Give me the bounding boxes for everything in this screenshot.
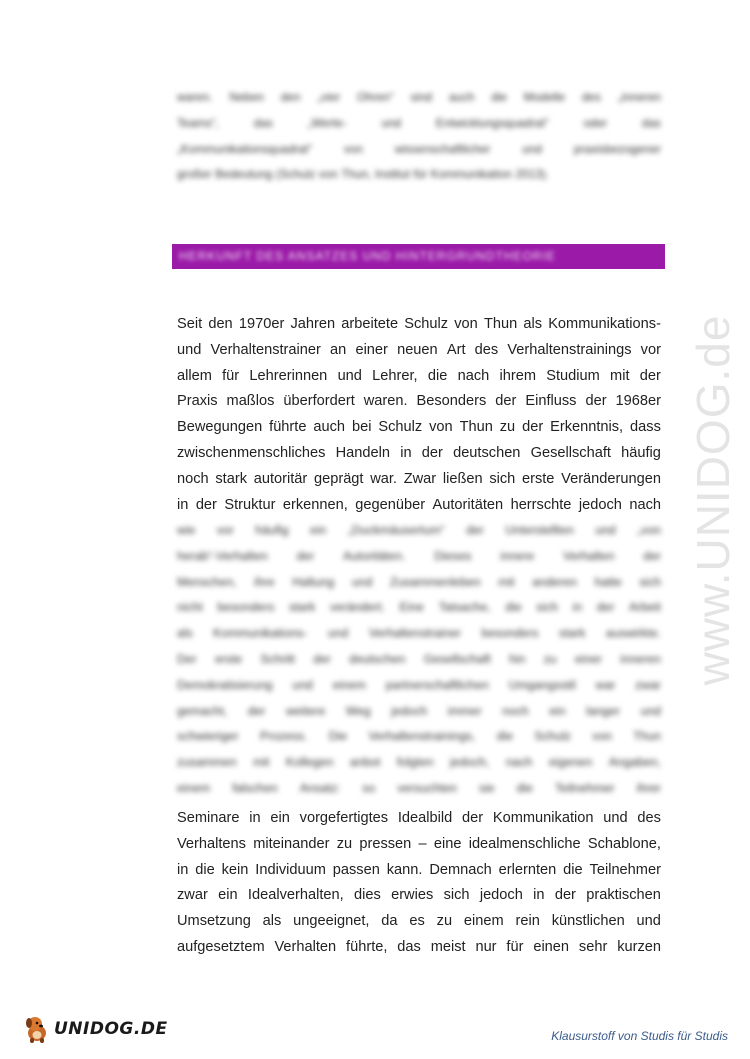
text-line: Der erste Schritt der deutschen Gesellschaft hin zu einer inneren	[177, 651, 661, 666]
text-line: großer Bedeutung (Schulz von Thun, Institut für Kommunikation 2013).	[177, 167, 549, 182]
footer-logo-text: UNIDOG.DE	[54, 1019, 168, 1039]
text-line: nicht besonders stark verändert. Eine Tatsache, die sich in der Arbeit	[177, 600, 661, 615]
text-line: und Verhaltenstrainer an einer neuen Art des Verhaltenstrainings vor	[177, 341, 661, 358]
watermark	[668, 260, 750, 740]
text-line: Praxis maßlos überfordert waren. Besonders der Einfluss der 1968er	[177, 393, 661, 410]
text-line: in der Struktur erkennen, gegenüber Autoritäten herrschte jedoch nach	[177, 496, 661, 513]
text-line: noch stark autoritär geprägt war. Zwar ließen sich erste Veränderungen	[177, 470, 661, 487]
text-line: wie vor häufig ein „Duckmäusertum“ der Unterstellten und „von	[177, 523, 661, 537]
text-line: gemacht, der weitere Weg jedoch immer noch ein langer und	[177, 703, 661, 718]
text-line: Seit den 1970er Jahren arbeitete Schulz von Thun als Kommunikations-	[177, 316, 661, 332]
text-line: Verhaltens miteinander zu pressen – eine idealmenschliche Schablone,	[177, 835, 661, 852]
text-line: zwischenmenschliches Handeln in der deutschen Gesellschaft häufig	[177, 444, 661, 461]
text-line: Seminare in ein vorgefertigtes Idealbild der Kommunikation und des	[177, 810, 661, 826]
text-line: als Kommunikations- und Verhaltenstrainer besonders stark auswirkte.	[177, 626, 661, 641]
footer-logo[interactable]	[22, 1011, 168, 1047]
text-line: Bewegungen führte auch bei Schulz von Thun zu der Erkenntnis, dass	[177, 419, 661, 436]
footer-tagline: Klausurstoff von Studis für Studis	[551, 1029, 728, 1043]
blurred-paragraph	[177, 518, 661, 802]
text-line: zusammen mit Kollegen anbot folgten jedoch, nach eigenen Angaben,	[177, 755, 661, 770]
text-line: zwar ein Idealverhalten, dies erwies sich jedoch in der praktischen	[177, 887, 661, 904]
section-heading: HERKUNFT DES ANSATZES UND HINTERGRUNDTHEORIE	[179, 249, 556, 263]
dog-mascot-icon	[22, 1014, 52, 1044]
watermark-text: www.UNIDOG.de	[687, 314, 739, 686]
intro-paragraph	[177, 84, 661, 187]
text-line: waren. Neben den „vier Ohren“ sind auch die Modelle des „inneren	[177, 90, 661, 104]
text-line: in die kein Individuum passen kann. Demnach erlernten die Teilnehmer	[177, 861, 661, 878]
text-line: Demokratisierung und einem partnerschaftlichen Umgangsstil war zwar	[177, 677, 661, 692]
closing-paragraph	[177, 806, 661, 961]
text-line: Teams“, das „Werte- und Entwicklungsquadrat“ oder das	[177, 115, 661, 130]
text-line: allem für Lehrerinnen und Lehrer, die nach ihrem Studium mit der	[177, 367, 661, 384]
text-line: herab“-Verhalten der Autoritäten. Dieses innere Verhalten der	[177, 548, 661, 563]
text-line: Menschen, ihre Haltung und Zusammenleben mit anderen hatte sich	[177, 574, 661, 589]
main-paragraph	[177, 312, 661, 518]
text-line: Umsetzung als ungeeignet, da es zu einem rein künstlichen und	[177, 913, 661, 930]
text-line: einem falschen Ansatz: so versuchten sie die Teilnehmer ihrer	[177, 780, 661, 795]
section-heading-bar	[172, 244, 665, 269]
text-line: schwieriger Prozess. Die Verhaltenstrainings, die Schulz von Thun	[177, 729, 661, 744]
text-line: „Kommunikationsquadrat“ von wissenschaftlicher und praxisbezogener	[177, 141, 661, 156]
text-line: aufgesetztem Verhalten führte, das meist nur für einen sehr kurzen	[177, 938, 661, 955]
